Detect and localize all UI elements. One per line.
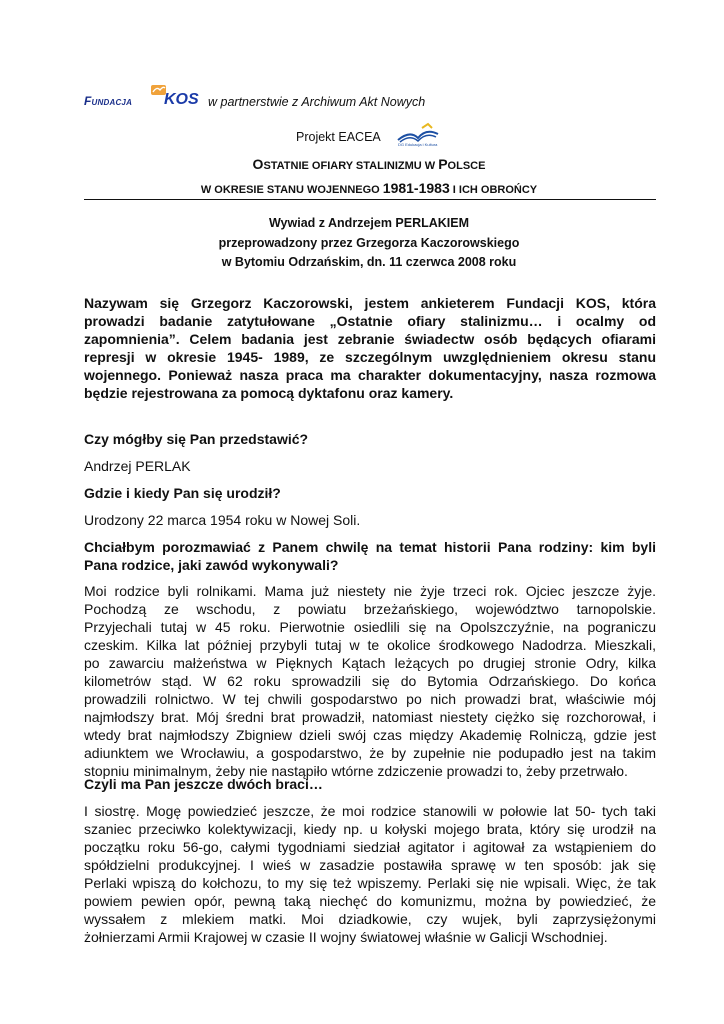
answer-4: I siostrę. Mogę powiedzieć jeszcze, że moi rodzice stanowili w połowie lat 50- tych taki szaniec przeciwko kolektywizacji, kiedy np. u kołyski mojego brata, który się urodził na początku roku 56-go, całymi tygodniami siedział agitator i agitował za wstąpieniem do spółdzielni produkcyjnej. I wieś w zasadzie postawiła sprawę w ten sposób: jak się Perlaki wpiszą do kołchozu, to my się też wpiszemy. Perlaki się nie wpisali. Więc, że tak powiem pewien opór, pewną taką niechęć do komunizmu, można by powiedzieć, że wyssałem z mlekiem matki. Moi dziadkowie, czy wujek, byli zaprzysiężonymi żołnierzami Armii Krajowej w czasie II wojny światowej właśnie w Galicji Wschodniej. — [84, 803, 656, 945]
interview-line1: Wywiad z Andrzejem PERLAKIEM — [268, 216, 470, 230]
interview-line3: w Bytomiu Odrzańskim, dn. 11 czerwca 2008 roku — [221, 255, 517, 269]
answer-3: Moi rodzice byli rolnikami. Mama już niestety nie żyje trzeci rok. Ojciec jeszcze żyje. Pochodzą ze wschodu, z powiatu brzeżańskiego, województwo tarnopolskie. Przyjechali tutaj w 45 roku. Pierwotnie osiedlili się na Opolszczyźnie, na pograniczu czeskim. Kilka lat później przybyli tutaj w te okolice środkowego Nadodrza. Mieszkali, po zawarciu małżeństwa w Pięknych Kątach leżących po drugiej stronie Odry, kilka kilometrów stąd. W 62 roku sprowadzili się do Bytomia Odrzańskiego. Do końca prowadzili rolnictwo. W tej chwili gospodarstwo po nich prowadzi brat, właściwie mój najmłodszy brat. Mój średni brat prowadził, natomiast niestety ciężko się rozchorował, i wtedy brat najmłodszy Zbigniew dzieli swój czas między Akademię Rolniczą, gdzie jest adiunktem we Wrocławiu, a gospodarstwo, że by zupełnie nie podupadło jest na takim stopniu minimalnym, żeby nie nastąpiło wtórne zdziczenie prowadzi to, żeby przetrwało. — [84, 583, 656, 779]
title-divider — [84, 199, 656, 200]
intro-paragraph: Nazywam się Grzegorz Kaczorowski, jestem ankieterem Fundacji KOS, która prowadzi badanie zatytułowane „Ostatnie ofiary stalinizmu… i ocalmy od zapomnienia”. Celem badania jest zebranie świadectw osób będących ofiarami represji w okresie 1945- 1989, ze szczególnym uwzględnieniem okresu stanu wojennego. Ponieważ nasza praca ma charakter dokumentacyjny, nasza rozmowa będzie rejestrowana za pomocą dyktafonu oraz kamery. — [84, 295, 656, 401]
book-icon — [392, 122, 444, 152]
logo-kos-text: KOS — [164, 91, 199, 108]
document-title-line2: W OKRESIE STANU WOJENNEGO 1981-1983 I ICH OBROŃCY — [200, 180, 538, 196]
question-4: Czyli ma Pan jeszcze dwóch braci… — [84, 776, 323, 792]
project-label: Projekt EACEA — [296, 130, 381, 144]
answer-2: Urodzony 22 marca 1954 roku w Nowej Soli. — [84, 512, 361, 528]
fundacja-kos-logo — [84, 82, 202, 112]
document-title-line1: OSTATNIE OFIARY STALINIZMU W POLSCE — [252, 156, 486, 172]
question-2: Gdzie i kiedy Pan się urodził? — [84, 485, 281, 501]
question-1: Czy mógłby się Pan przedstawić? — [84, 431, 309, 447]
partnership-text: w partnerstwie z Archiwum Akt Nowych — [208, 95, 426, 109]
header — [84, 82, 654, 118]
interview-info — [84, 214, 654, 273]
logo-fundacja-text: Fundacja — [84, 94, 133, 108]
interview-line2: przeprowadzony przez Grzegorza Kaczorowskiego — [218, 235, 520, 250]
dg-education-culture-logo — [392, 122, 444, 152]
eu-logo-caption: DG Edukacja i Kultura — [398, 142, 438, 147]
answer-1: Andrzej PERLAK — [84, 458, 191, 474]
question-3: Chciałbym porozmawiać z Panem chwilę na temat historii Pana rodziny: kim byli Pana rodzice, jaki zawód wykonywali? — [84, 539, 656, 573]
